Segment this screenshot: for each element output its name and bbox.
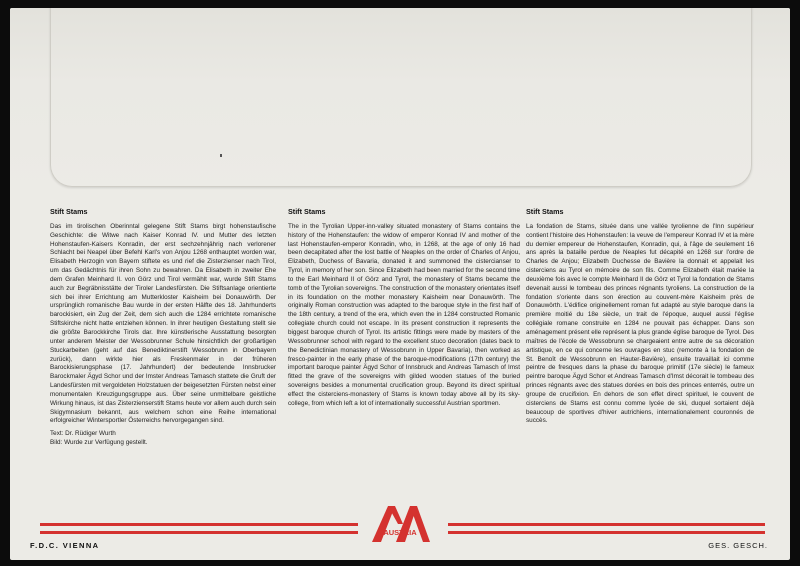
red-line-right-bottom [448,531,765,534]
envelope-back [10,8,790,560]
credit-text-author: Text: Dr. Rüdiger Wurth [50,430,116,438]
red-line-left-bottom [40,531,358,534]
red-line-left-top [40,523,358,526]
english-text-column [288,208,520,409]
envelope-flap [50,8,752,187]
austria-logo [362,498,438,550]
english-body: The in the Tyrolian Upper-inn-valley situated monastery of Stams contains the history of the Hohenstaufen: the widow of emperor Konrad IV and mother of the last Hohenstaufen-emperor Konradin, who, in 1268, at the age of only 16 had been decapitated after the lost battle of Neaples on the order of Charles of Anjou, Elizabeth, Duchess of Bavaria, donated it and summoned the cistercianser to Tyrol, in memory of her son. Since Elizabeth had been married for the second time to the Earl Meinhard II of Görz and Tyrol, the monastery of Stams became the tomb of the Tyrolian sovereigns. The construction of the monastery orientates itself in its foundation on the mother monastery Kaisheim near Donauwörth. The originally Roman construction was adapted to the baroque style in the first half of the 18th century, a trend of the era, which even the in 1284 constructed Romanic collegiate church could not escape. In its present construction it represents the biggest baroque church of Tyrol. Its artistic fittings were made by masters of the Wessobrunner school with regard to the excellent stuco decoration (dates back to the Benedictinian monastery of Wessobrunn in Upper Bavaria), then worked as fresco-painter in the early phase of the baroque-modifications (17th century) the important baroque painter Ägyd Schor of Innsbruck and Andreas Tamasch of Imst fitted the grave of the sovereigns with gilded wooden statues of the buried sovereigns besides a monumental crucification group. Beyond its direct spiritual effect the cisterciens-monastery of Stams is known today above all by its sky-college, from which left a lot of internationally successful Austrian sportmen. [288,222,520,407]
paper-speck [220,154,222,157]
red-line-right-top [448,523,765,526]
fdc-vienna-label: F.D.C. VIENNA [30,541,100,550]
french-title: Stift Stams [526,207,564,216]
german-text-column [50,208,276,448]
credits [50,430,276,448]
french-body: La fondation de Stams, située dans une vallée tyrolienne de l'Inn supérieur contient l'histoire des Hohenstaufen: la veuve de l'empereur Konrad IV et la mère du dernier empereur de Hohenstaufen, Konradin, qui, à l'âge de seulement 16 ans après la bataille perdue de Neaples fut décapité en 1268 sur l'ordre de Charles de Anjou; Elizabeth Duchesse de Bavière la donnait et appelait les cisterciens au Tyrol en mémoire de son fils. Comme Elizabeth était mariée la deuxième fois avec le compte Meinhard II de Görz et Tyrol la fondation de Stams devenait aussi le tombeau des princes régnants tyroliens. La construction de la fondation s'oriente dans son érection au couvent-mère Kaisheim près de Donauwörth. L'édifice originellement roman fut adapté au style baroque dans la première moitié du 18e siècle, un trait de l'époque, auquel aussi l'église collégiale romane construite en 1284 ne pouvait pas échapper. Dans son aménagement présent elle représent la plus grande église baroque de Tyrol. Des maîtres de l'école de Wessobrunn se chargeaient entre autre de sa décoration artistique, en ce qui concerne les ouvrages en stuc (remonte à la fondation de St. Benoît de Wessobrunn en Hauter-Bavière), ensuite travaillait ici comme peintre de fresques dans la phase du baroque primitif (17e siècle) le fameux peintre baroque Ägyd Schor et Andreas Tamasch d'Imst décorait le tombeau des princes régnants avec des statues dorées en bois des princes enterrés, outre un groupe de crucifixion. En dehors de son effet direct spirituel, le couvent de cisterciens de Stams est connu comme lycée de ski, duquel sortaient déjà beaucoup de sportives d'hiver autrichiens, internationalement couronnés de succès. [526,222,754,425]
copyright-label: GES. GESCH. [708,541,768,550]
german-title: Stift Stams [50,207,88,216]
french-text-column [526,208,754,426]
credit-image-source: Bild: Wurde zur Verfügung gestellt. [50,439,148,447]
logo-text: AUSTRIA [383,528,417,537]
german-body: Das im tirolischen Oberinntal gelegene Stift Stams birgt hohenstaufische Geschichte: die Witwe nach Kaiser Konrad IV. und Mutter des letzten Hohenstaufen-Kaisers Konradin, der erst sechzehnjährig nach verlorener Schlacht bei Neapel über Befehl Karl's von Anjou 1268 enthauptet worden war, Elisabeth Herzogin von Bayern stiftete es und rief die Zisterzienser nach Tirol, um das Gedächtnis für ihren Sohn zu bewahren. Da Elisabeth in zweiter Ehe dem Grafen Meinhard II. von Görz und Tirol vermählt war, wurde Stift Stams auch zur Begräbnisstätte der Tiroler Landesfürsten. Die Stiftsanlage orientierte sich bei ihrer Errichtung am Mutterkloster Kaisheim bei Donauwörth. Der ursprünglich romanische Bau wurde in der ersten Hälfte des 18. Jahrhunderts barockisiert, ein Zug der Zeit, dem sich auch die 1284 errichtete romanische Stiftskirche nicht hatte entziehen können. In ihrer heutigen Gestaltung stellt sie die größte Barockkirche Tirols dar. Ihre künstlerische Ausstattung besorgten unter anderem Meister der Wessobrunner Schule hinsichtlich der großartigen Stuckarbeiten (geht auf das Benediktinerstift Wessobrunn in Oberbayern zurück), dann wirkte hier als Freskenmaler in der früheren Barockisierungsphase (17. Jahrhundert) der bedeutende Innsbrucker Barockmaler Ägyd Schor und der Imster Andreas Tamasch stattete die Gruft der Landesfürsten mit vergoldeten Holzstatuen der beigesetzten Fürsten nebst einer monumentalen Kreuzigungsgruppe aus. Über seine unmittelbare geistliche Wirkung hinaus, ist das Zisterzienserstift Stams heute vor allem auch durch sein Skigymnasium bekannt, aus welchem schon eine Reihe international erfolgreicher Wintersportler Österreichs hervorgegangen sind. [50,222,276,425]
english-title: Stift Stams [288,207,326,216]
